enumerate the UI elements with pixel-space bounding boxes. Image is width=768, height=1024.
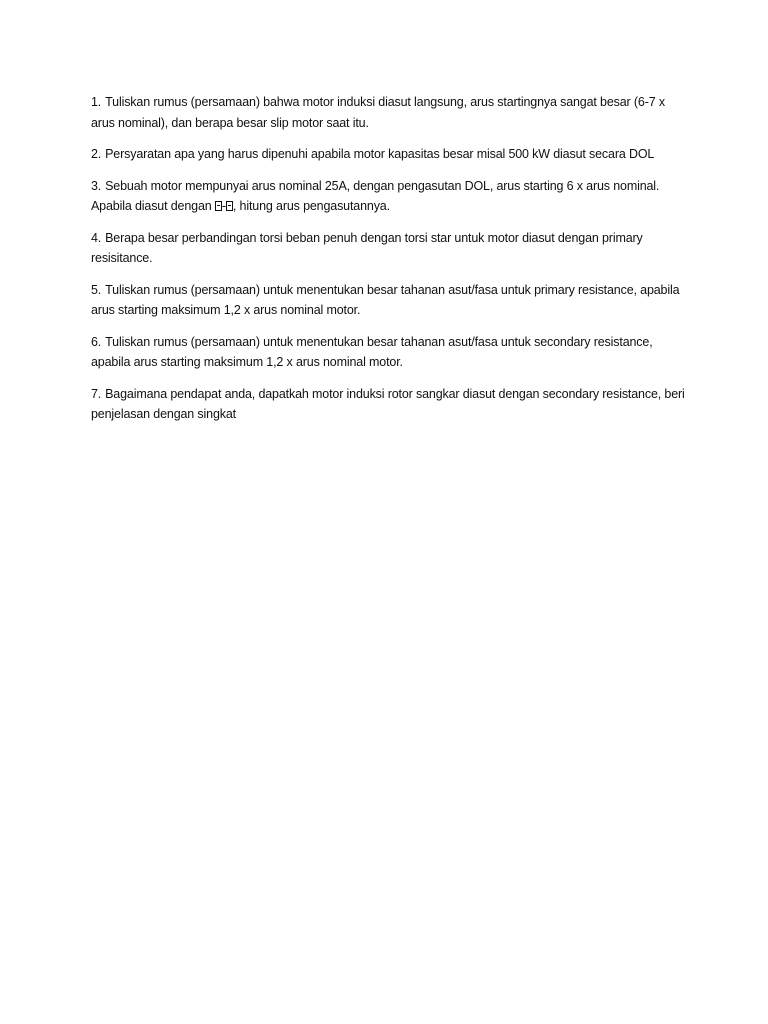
question-2 bbox=[91, 144, 691, 165]
question-number: 5. bbox=[91, 282, 102, 297]
question-number: 2. bbox=[91, 147, 102, 161]
question-text-before: Sebuah motor mempunyai arus nominal 25A, dengan pengasutan DOL, arus starting 6 x arus nominal. Apabila diasut dengan bbox=[91, 178, 660, 213]
question-7 bbox=[91, 384, 691, 425]
question-text: Persyaratan apa yang harus dipenuhi apabila motor kapasitas besar misal 500 kW diasut secara DOL bbox=[105, 147, 655, 161]
question-3 bbox=[91, 176, 691, 217]
question-6 bbox=[91, 332, 691, 373]
question-text-after: , hitung arus pengasutannya. bbox=[232, 199, 390, 213]
question-number: 7. bbox=[91, 386, 102, 401]
question-number: 6. bbox=[91, 334, 102, 349]
question-1 bbox=[91, 92, 691, 133]
question-number: 1. bbox=[91, 95, 102, 109]
question-list bbox=[91, 92, 691, 436]
missing-glyph-icon bbox=[226, 201, 233, 211]
question-text: Berapa besar perbandingan torsi beban penuh dengan torsi star untuk motor diasut dengan primary resisitance. bbox=[91, 230, 643, 265]
question-text: Bagaimana pendapat anda, dapatkah motor induksi rotor sangkar diasut dengan secondary resistance, beri penjelasan dengan singkat bbox=[91, 386, 685, 421]
question-number: 4. bbox=[91, 230, 102, 245]
question-text-separator: - bbox=[221, 199, 226, 213]
missing-glyph-icon bbox=[215, 201, 222, 211]
question-number: 3. bbox=[91, 178, 102, 193]
question-text: Tuliskan rumus (persamaan) bahwa motor induksi diasut langsung, arus startingnya sangat besar (6-7 x arus nominal), dan berapa besar slip motor saat itu. bbox=[91, 95, 665, 130]
question-4 bbox=[91, 228, 691, 269]
question-text: Tuliskan rumus (persamaan) untuk menentukan besar tahanan asut/fasa untuk secondary resistance, apabila arus starting maksimum 1,2 x arus nominal motor. bbox=[91, 334, 653, 369]
question-5 bbox=[91, 280, 691, 321]
question-text: Tuliskan rumus (persamaan) untuk menentukan besar tahanan asut/fasa untuk primary resistance, apabila arus starting maksimum 1,2 x arus nominal motor. bbox=[91, 282, 680, 317]
